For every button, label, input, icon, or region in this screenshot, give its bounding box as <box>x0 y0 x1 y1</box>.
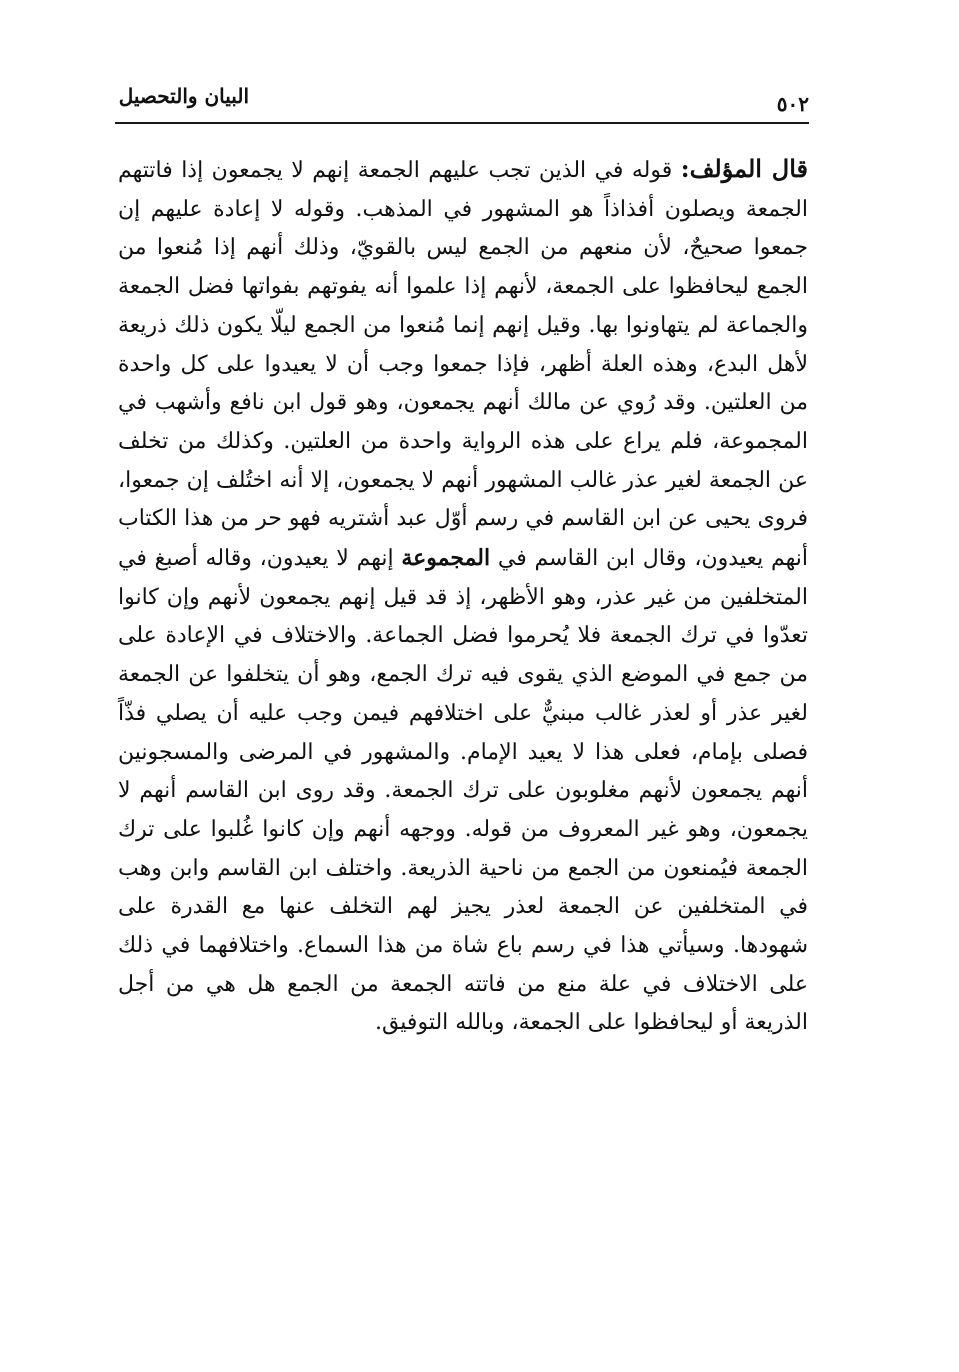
body-text-part1: قوله في الذين تجب عليهم الجمعة إنهم لا يجمعون إذا فاتتهم الجمعة ويصلون أفذاذاً هو المشهور في المذهب. وقوله لا إعادة عليهم إن جمعوا صحيحٌ، لأن منعهم من الجمع ليس بالقويّ، وذلك أنهم إذا مُنعوا من الجمع ليحافظوا على الجمعة، لأنهم إذا علموا أنه يفوتهم بفواتها فضل الجمعة والجماعة لم يتهاونوا بها. وقيل إنهم إنما مُنعوا من الجمع ليلّا يكون ذلك ذريعة لأهل البدع، وهذه العلة أظهر، فإذا جمعوا وجب أن لا يعيدوا على كل واحدة من العلتين. وقد رُوي عن مالك أنهم يجمعون، وهو قول ابن نافع وأشهب في المجموعة، فلم يراع على هذه الرواية واحدة من العلتين. وكذلك من تخلف عن الجمعة لغير عذر غالب المشهور أنهم لا يجمعون، إلا أنه اختُلف إن جمعوا، فروى يحيى عن ابن القاسم في رسم أوّل عبد أشتريه فهو حر من هذا الكتاب أنهم يعيدون، وقال ابن القاسم في <box>118 158 808 572</box>
body-text-part2: إنهم لا يعيدون، وقاله أصبغ في المتخلفين من غير عذر، وهو الأظهر، إذ قد قيل إنهم يجمعون لأنهم وإن كانوا تعدّوا في ترك الجمعة فلا يُحرموا فضل الجماعة. والاختلاف في الإعادة على من جمع في الموضع الذي يقوى فيه ترك الجمع، وهو أن يتخلفوا عن الجمعة لغير عذر أو لعذر غالب مبنيٌّ على اختلافهم فيمن وجب عليه أن يصلي فذّاً فصلى بإمام، فعلى هذا لا يعيد الإمام. والمشهور في المرضى والمسجونين أنهم يجمعون لأنهم مغلوبون على ترك الجمعة. وقد روى ابن القاسم أنهم لا يجمعون، وهو غير المعروف من قوله. ووجهه أنهم وإن كانوا غُلبوا على ترك الجمعة فيُمنعون من الجمع من ناحية الذريعة. واختلف ابن القاسم وابن وهب في المتخلفين عن الجمعة لعذر يجيز لهم التخلف عنها مع القدرة على شهودها. وسيأتي هذا في رسم باع شاة من هذا السماع. واختلافهما في ذلك على الاختلاف في علة منع من فاتته الجمعة من الجمع هل هي من أجل الذريعة أو ليحافظوا على الجمعة، وبالله التوفيق. <box>118 546 808 1036</box>
page-number: ٥٠٢ <box>776 92 809 116</box>
speaker-label: قال المؤلف: <box>680 154 808 183</box>
body-paragraph <box>118 150 808 1043</box>
running-title: البيان والتحصيل <box>118 84 249 108</box>
page-header <box>115 78 809 126</box>
header-divider <box>115 122 809 124</box>
bold-reference: المجموعة <box>401 545 491 572</box>
